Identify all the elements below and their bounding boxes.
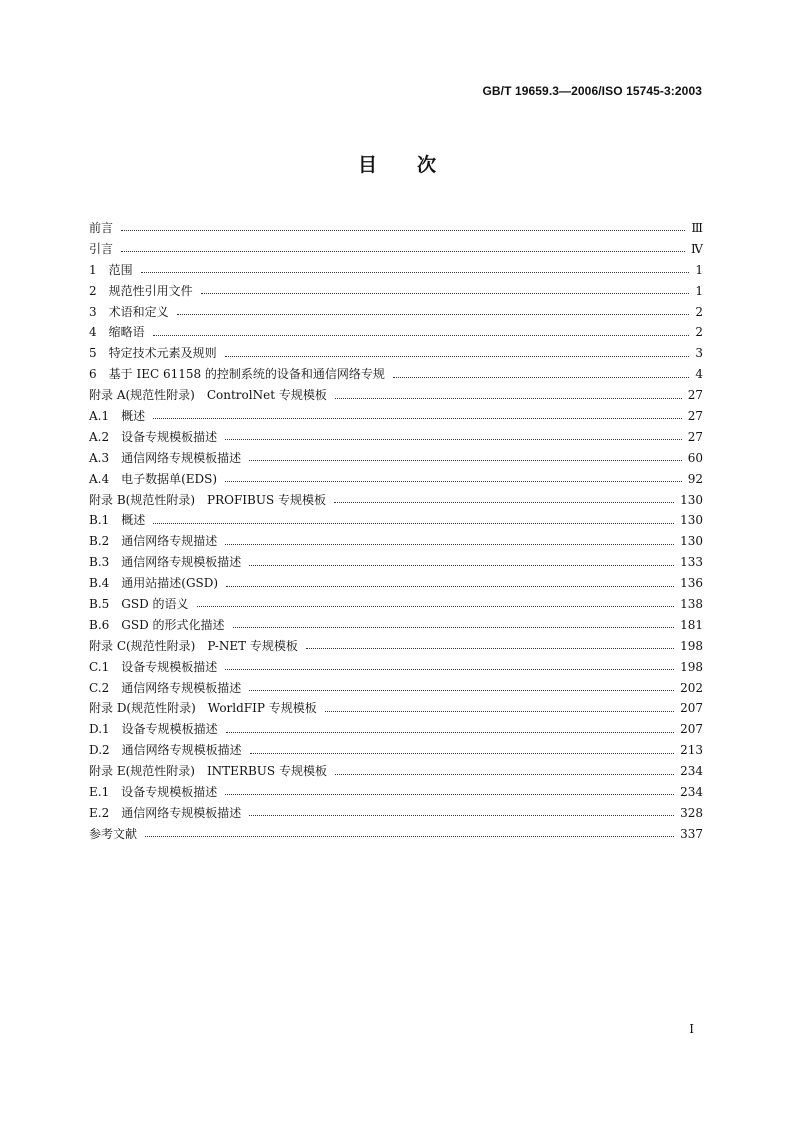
toc-entry[interactable] — [89, 239, 703, 260]
toc-entry-label: D.2 通信网络专规模板描述 — [89, 743, 242, 758]
toc-entry-label: 3 术语和定义 — [89, 304, 169, 319]
toc-entry-label: 附录 C(规范性附录) P-NET 专规模板 — [89, 638, 298, 653]
toc-entry-label: E.2 通信网络专规模板描述 — [89, 805, 242, 820]
page-number: Ⅰ — [689, 1022, 694, 1036]
toc-dot-leader — [306, 648, 674, 649]
toc-entry-page: 27 — [687, 388, 703, 403]
toc-entry[interactable] — [89, 552, 703, 573]
toc-entry-page: Ⅲ — [691, 221, 703, 235]
toc-entry[interactable] — [89, 343, 703, 364]
toc-entry[interactable] — [89, 281, 703, 302]
toc-entry-page: 198 — [680, 638, 703, 653]
toc-dot-leader — [335, 398, 682, 399]
toc-entry-page: 1 — [695, 262, 703, 277]
toc-entry[interactable] — [89, 657, 703, 678]
toc-entry-page: 2 — [695, 304, 703, 319]
toc-entry-label: C.1 设备专规模板描述 — [89, 659, 218, 674]
toc-entry[interactable] — [89, 406, 703, 427]
toc-entry[interactable] — [89, 510, 703, 531]
toc-entry[interactable] — [89, 448, 703, 469]
toc-dot-leader — [249, 565, 674, 566]
toc-entry-label: 附录 D(规范性附录) WorldFIP 专规模板 — [89, 701, 317, 716]
toc-entry[interactable] — [89, 573, 703, 594]
toc-entry-label: B.5 GSD 的语义 — [89, 597, 189, 612]
toc-entry-page: 136 — [680, 576, 703, 591]
toc-entry[interactable] — [89, 719, 703, 740]
toc-entry[interactable] — [89, 615, 703, 636]
toc-entry-label: C.2 通信网络专规模板描述 — [89, 680, 242, 695]
toc-dot-leader — [249, 690, 674, 691]
toc-dot-leader — [121, 251, 685, 252]
toc-dot-leader — [226, 732, 674, 733]
toc-entry[interactable] — [89, 740, 703, 761]
toc-entry-page: 198 — [680, 659, 703, 674]
toc-dot-leader — [197, 606, 675, 607]
standard-code: GB/T 19659.3—2006/ISO 15745-3:2003 — [482, 84, 702, 98]
toc-dot-leader — [145, 836, 674, 837]
toc-dot-leader — [141, 272, 690, 273]
toc-dot-leader — [249, 460, 682, 461]
toc-dot-leader — [250, 753, 674, 754]
toc-entry-page: 3 — [695, 346, 703, 361]
toc-dot-leader — [153, 335, 690, 336]
toc-entry-label: 6 基于 IEC 61158 的控制系统的设备和通信网络专规 — [89, 367, 385, 382]
toc-entry-label: B.6 GSD 的形式化描述 — [89, 617, 225, 632]
toc-entry-page: 60 — [687, 450, 703, 465]
toc-dot-leader — [233, 627, 675, 628]
toc-entry-page: 2 — [695, 325, 703, 340]
toc-dot-leader — [225, 669, 674, 670]
toc-entry[interactable] — [89, 531, 703, 552]
toc-entry-label: B.3 通信网络专规模板描述 — [89, 555, 242, 570]
toc-entry[interactable] — [89, 302, 703, 323]
toc-entry[interactable] — [89, 824, 703, 845]
toc-entry-label: 参考文献 — [89, 826, 138, 841]
toc-entry-page: 27 — [687, 429, 703, 444]
toc-entry-label: B.4 通用站描述(GSD) — [89, 576, 219, 591]
toc-entry-label: D.1 设备专规模板描述 — [89, 722, 218, 737]
toc-dot-leader — [225, 794, 674, 795]
toc-entry[interactable] — [89, 803, 703, 824]
toc-entry-page: 328 — [680, 805, 703, 820]
toc-entry-page: 133 — [680, 555, 703, 570]
toc-dot-leader — [177, 314, 690, 315]
toc-entry-label: A.3 通信网络专规模板描述 — [89, 450, 242, 465]
toc-entry[interactable] — [89, 364, 703, 385]
toc-entry-page: 92 — [687, 471, 703, 486]
toc-entry[interactable] — [89, 490, 703, 511]
toc-entry-label: B.2 通信网络专规描述 — [89, 534, 218, 549]
toc-entry-label: 引言 — [89, 241, 114, 256]
toc-entry-page: 138 — [680, 597, 703, 612]
toc-entry-page: 207 — [680, 701, 703, 716]
toc-entry-label: 附录 E(规范性附录) INTERBUS 专规模板 — [89, 764, 327, 779]
toc-entry-label: 附录 A(规范性附录) ControlNet 专规模板 — [89, 388, 327, 403]
toc-entry-page: 337 — [680, 826, 703, 841]
toc-dot-leader — [249, 815, 674, 816]
toc-dot-leader — [225, 544, 674, 545]
toc-entry-label: 1 范围 — [89, 262, 133, 277]
toc-dot-leader — [335, 774, 674, 775]
toc-entry-page: 130 — [680, 534, 703, 549]
toc-dot-leader — [121, 230, 685, 231]
toc-entry-label: 5 特定技术元素及规则 — [89, 346, 217, 361]
toc-entry-label: 前言 — [89, 221, 114, 235]
toc-entry-page: 213 — [680, 743, 703, 758]
toc-entry-page: 27 — [687, 409, 703, 424]
toc-entry[interactable] — [89, 761, 703, 782]
toc-dot-leader — [225, 356, 690, 357]
toc-entry-label: B.1 概述 — [89, 513, 146, 528]
toc-entry-page: 181 — [680, 617, 703, 632]
toc-entry[interactable] — [89, 636, 703, 657]
toc-entry-label: A.2 设备专规模板描述 — [89, 429, 218, 444]
toc-entry-label: E.1 设备专规模板描述 — [89, 785, 218, 800]
table-of-contents — [89, 218, 703, 845]
toc-dot-leader — [153, 418, 682, 419]
toc-dot-leader — [393, 377, 689, 378]
toc-entry[interactable] — [89, 469, 703, 490]
toc-entry[interactable] — [89, 322, 703, 343]
toc-entry-page: 207 — [680, 722, 703, 737]
toc-entry[interactable] — [89, 260, 703, 281]
toc-dot-leader — [225, 439, 682, 440]
toc-entry[interactable] — [89, 698, 703, 719]
toc-entry[interactable] — [89, 427, 703, 448]
toc-dot-leader — [225, 481, 682, 482]
toc-dot-leader — [334, 502, 674, 503]
toc-entry[interactable] — [89, 594, 703, 615]
toc-entry[interactable] — [89, 782, 703, 803]
toc-entry-page: 130 — [680, 513, 703, 528]
toc-entry-page: 234 — [680, 785, 703, 800]
toc-entry-label: 2 规范性引用文件 — [89, 283, 193, 298]
toc-entry-label: 4 缩略语 — [89, 325, 145, 340]
toc-dot-leader — [325, 711, 674, 712]
toc-entry-label: A.4 电子数据单(EDS) — [89, 471, 218, 486]
toc-entry-page: 234 — [680, 764, 703, 779]
toc-entry-page: Ⅳ — [691, 241, 703, 256]
toc-dot-leader — [201, 293, 690, 294]
toc-entry-label: 附录 B(规范性附录) PROFIBUS 专规模板 — [89, 492, 326, 507]
toc-entry[interactable] — [89, 385, 703, 406]
toc-entry-page: 1 — [695, 283, 703, 298]
page-title: 目次 — [357, 154, 476, 176]
toc-dot-leader — [153, 523, 674, 524]
toc-entry-page: 4 — [695, 367, 703, 382]
toc-dot-leader — [226, 586, 674, 587]
toc-entry[interactable] — [89, 678, 703, 699]
toc-entry-label: A.1 概述 — [89, 409, 146, 424]
toc-entry-page: 130 — [680, 492, 703, 507]
toc-entry-page: 202 — [680, 680, 703, 695]
toc-entry[interactable] — [89, 218, 703, 239]
